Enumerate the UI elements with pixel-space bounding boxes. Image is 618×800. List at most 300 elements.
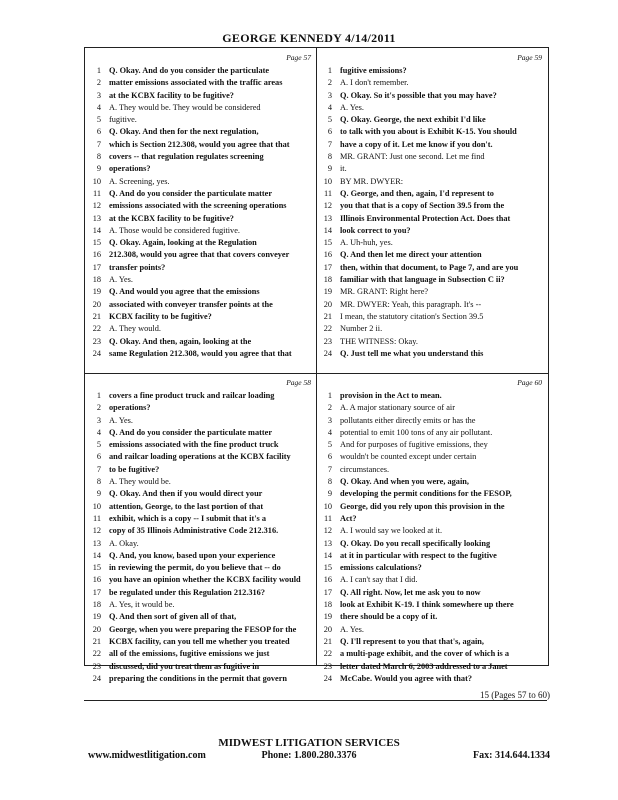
line-number: 1: [327, 391, 332, 400]
page-label: Page 57: [286, 53, 311, 62]
line-number: 13: [323, 213, 332, 223]
transcript-line: [87, 200, 313, 212]
line-number: 3: [327, 90, 332, 100]
line-number: 22: [323, 324, 332, 334]
line-number: 18: [92, 600, 101, 610]
transcript-line: [318, 427, 544, 439]
line-number: 6: [327, 452, 332, 462]
line-text: transfer points?: [109, 262, 166, 272]
transcript-line: [318, 114, 544, 126]
line-text: Q. Okay. Do you recall specifically looking: [340, 538, 491, 548]
line-text: operations?: [109, 403, 151, 413]
line-number: 9: [327, 164, 332, 174]
line-text: A. They would be.: [109, 477, 171, 487]
transcript-line: [318, 636, 544, 648]
line-text: fugitive.: [109, 115, 137, 125]
line-text: George, when you were preparing the FESOP for the: [109, 624, 297, 634]
transcript-line: [318, 311, 544, 323]
line-text: Q. And, you know, based upon your experience: [109, 550, 276, 560]
transcript-line: [318, 562, 544, 574]
website-link[interactable]: www.midwestlitigation.com: [88, 750, 206, 761]
line-text: matter emissions associated with the traffic areas: [109, 78, 283, 88]
transcript-line: [318, 587, 544, 599]
transcript-line: [87, 611, 313, 623]
transcript-line: [87, 673, 313, 685]
line-number: 7: [327, 464, 332, 474]
line-text: Q. And then sort of given all of that,: [109, 612, 237, 622]
line-text: emissions calculations?: [340, 563, 422, 573]
line-number: 17: [92, 587, 101, 597]
line-number: 23: [323, 661, 332, 671]
page-label: Page 60: [517, 378, 542, 387]
transcript-line: [87, 525, 313, 537]
line-number: 4: [96, 427, 101, 437]
transcript-line: [87, 77, 313, 89]
line-text: all of the emissions, fugitive emissions we just: [109, 649, 270, 659]
line-text: A. They would be. They would be considered: [109, 102, 261, 112]
transcript-lines: [318, 390, 544, 685]
line-number: 7: [96, 139, 101, 149]
line-text: attention, George, to the last portion of that: [109, 501, 264, 511]
line-text: have a copy of it. Let me know if you don't.: [340, 139, 493, 149]
column-divider: [316, 48, 317, 665]
line-number: 20: [92, 299, 101, 309]
line-text: A. I don't remember.: [340, 78, 409, 88]
transcript-line: [318, 200, 544, 212]
line-number: 18: [323, 275, 332, 285]
transcript-line: [87, 323, 313, 335]
transcript-line: [87, 402, 313, 414]
line-text: covers -- that regulation regulates screening: [109, 152, 264, 162]
line-number: 11: [93, 188, 101, 198]
transcript-line: [87, 513, 313, 525]
line-text: to be fugitive?: [109, 464, 160, 474]
line-text: covers a fine product truck and railcar loading: [109, 391, 275, 400]
line-text: Q. Okay. And then if you would direct your: [109, 489, 263, 499]
transcript-line: [318, 501, 544, 513]
line-number: 19: [323, 287, 332, 297]
footer-divider: [84, 700, 547, 701]
line-text: circumstances.: [340, 464, 390, 474]
document-header: GEORGE KENNEDY 4/14/2011: [222, 31, 396, 45]
line-text: associated with conveyer transfer points at the: [109, 299, 273, 309]
line-text: emissions associated with the screening operations: [109, 201, 287, 211]
transcript-line: [87, 139, 313, 151]
transcript-line: [318, 249, 544, 261]
line-text: 212.308, would you agree that that covers conveyer: [109, 250, 290, 260]
transcript-line: [318, 599, 544, 611]
line-text: KCBX facility to be fugitive?: [109, 311, 212, 321]
line-text: Q. George, and then, again, I'd represent to: [340, 188, 494, 198]
transcript-line: [318, 65, 544, 77]
line-text: developing the permit conditions for the FESOP,: [340, 489, 512, 499]
line-text: MR. GRANT: Right here?: [340, 287, 429, 297]
transcript-line: [318, 439, 544, 451]
transcript-line: [318, 286, 544, 298]
line-number: 19: [323, 612, 332, 622]
line-number: 10: [92, 501, 101, 511]
line-text: then, within that document, to Page 7, and are you: [340, 262, 519, 272]
line-number: 12: [323, 526, 332, 536]
page-label: Page 59: [517, 53, 542, 62]
transcript-line: [87, 501, 313, 513]
line-number: 10: [323, 501, 332, 511]
line-number: 20: [92, 624, 101, 634]
transcript-line: [318, 574, 544, 586]
transcript-line: [87, 262, 313, 274]
phone-number: Phone: 1.800.280.3376: [261, 750, 357, 761]
line-text: emissions associated with the fine product truck: [109, 440, 279, 450]
line-text: A. Screening, yes.: [109, 176, 170, 186]
transcript-line: [318, 323, 544, 335]
row-divider: [85, 373, 548, 374]
line-text: A. I would say we looked at it.: [340, 526, 443, 536]
line-number: 14: [92, 225, 101, 235]
line-number: 21: [323, 636, 332, 646]
line-number: 4: [327, 427, 332, 437]
line-number: 14: [92, 550, 101, 560]
transcript-line: [87, 636, 313, 648]
transcript-line: [87, 624, 313, 636]
line-text: A. Yes, it would be.: [109, 600, 175, 610]
line-number: 13: [92, 538, 101, 548]
transcript-line: [87, 126, 313, 138]
line-number: 5: [96, 440, 101, 450]
transcript-line: [318, 611, 544, 623]
transcript-line: [87, 213, 313, 225]
line-text: A. Those would be considered fugitive.: [109, 225, 240, 235]
line-text: a multi-page exhibit, and the cover of which is a: [340, 649, 510, 659]
transcript-line: [318, 126, 544, 138]
transcript-line: [87, 286, 313, 298]
transcript-line: [87, 415, 313, 427]
transcript-line: [87, 176, 313, 188]
line-text: letter dated March 6, 2003 addressed to a Janet: [340, 661, 508, 671]
transcript-line: [87, 151, 313, 163]
transcript-line: [87, 538, 313, 550]
line-text: preparing the conditions in the permit that govern: [109, 673, 287, 683]
line-number: 24: [323, 348, 332, 358]
line-text: A. I can't say that I did.: [340, 575, 418, 585]
line-text: pollutants either directly emits or has the: [340, 415, 476, 425]
line-text: Number 2 ii.: [340, 324, 383, 334]
line-number: 18: [92, 275, 101, 285]
transcript-line: [318, 538, 544, 550]
transcript-line: [318, 139, 544, 151]
company-name: MIDWEST LITIGATION SERVICES: [218, 737, 400, 749]
line-text: THE WITNESS: Okay.: [340, 336, 418, 346]
line-number: 22: [92, 324, 101, 334]
line-number: 14: [323, 225, 332, 235]
transcript-line: [318, 673, 544, 685]
transcript-line: [87, 90, 313, 102]
line-text: Illinois Environmental Protection Act. Does that: [340, 213, 511, 223]
line-number: 16: [323, 250, 332, 260]
transcript-line: [318, 488, 544, 500]
line-number: 3: [327, 415, 332, 425]
line-number: 8: [327, 152, 332, 162]
transcript-line: [87, 661, 313, 673]
transcript-line: [318, 163, 544, 175]
line-number: 5: [96, 115, 101, 125]
line-text: at the KCBX facility to be fugitive?: [109, 90, 234, 100]
transcript-line: [318, 648, 544, 660]
line-number: 8: [96, 477, 101, 487]
transcript-line: [318, 77, 544, 89]
line-text: Q. And then let me direct your attention: [340, 250, 482, 260]
transcript-line: [318, 213, 544, 225]
transcript-line: [87, 574, 313, 586]
line-text: KCBX facility, can you tell me whether you treated: [109, 636, 290, 646]
line-number: 12: [323, 201, 332, 211]
transcript-line: [318, 390, 544, 402]
line-text: Q. And do you consider the particulate matter: [109, 188, 273, 198]
line-number: 24: [323, 673, 332, 683]
line-number: 17: [323, 262, 332, 272]
line-number: 23: [323, 336, 332, 346]
line-number: 3: [96, 90, 101, 100]
line-number: 10: [323, 176, 332, 186]
transcript-line: [87, 188, 313, 200]
line-number: 22: [323, 649, 332, 659]
line-text: Q. Okay. And do you consider the particulate: [109, 66, 270, 75]
line-number: 18: [323, 600, 332, 610]
transcript-line: [87, 464, 313, 476]
line-text: Q. Okay. So it's possible that you may have?: [340, 90, 497, 100]
line-text: you have an opinion whether the KCBX facility would: [109, 575, 301, 585]
line-number: 2: [96, 78, 101, 88]
transcript-line: [87, 299, 313, 311]
page-range: 15 (Pages 57 to 60): [480, 690, 550, 700]
transcript-line: [87, 439, 313, 451]
line-text: Q. Okay. George, the next exhibit I'd like: [340, 115, 486, 125]
transcript-line: [318, 237, 544, 249]
transcript-line: [87, 476, 313, 488]
transcript-line: [87, 550, 313, 562]
line-text: look correct to you?: [340, 225, 411, 235]
line-text: A. Yes.: [109, 275, 133, 285]
transcript-line: [318, 176, 544, 188]
line-number: 1: [96, 391, 101, 400]
line-number: 1: [327, 66, 332, 75]
line-text: to talk with you about is Exhibit K-15. You should: [340, 127, 517, 137]
transcript-line: [318, 188, 544, 200]
transcript-line: [318, 661, 544, 673]
line-number: 15: [323, 238, 332, 248]
line-text: A. A major stationary source of air: [340, 403, 455, 413]
fax-number: Fax: 314.644.1334: [473, 750, 550, 761]
transcript-line: [318, 451, 544, 463]
line-text: BY MR. DWYER:: [340, 176, 404, 186]
line-number: 12: [92, 526, 101, 536]
transcript-line: [87, 562, 313, 574]
transcript-line: [87, 274, 313, 286]
line-number: 24: [92, 673, 101, 683]
line-text: George, did you rely upon this provision in the: [340, 501, 505, 511]
line-number: 13: [323, 538, 332, 548]
transcript-line: [87, 648, 313, 660]
line-number: 24: [92, 348, 101, 358]
line-number: 5: [327, 115, 332, 125]
line-number: 21: [92, 311, 101, 321]
line-number: 9: [327, 489, 332, 499]
line-text: McCabe. Would you agree with that?: [340, 673, 472, 683]
line-number: 16: [92, 250, 101, 260]
transcript-line: [87, 237, 313, 249]
line-number: 6: [327, 127, 332, 137]
line-text: which is Section 212.308, would you agree that that: [109, 139, 290, 149]
transcript-line: [318, 624, 544, 636]
transcript-line: [318, 348, 544, 360]
line-text: A. Uh-huh, yes.: [340, 238, 393, 248]
line-number: 2: [96, 403, 101, 413]
transcript-line: [87, 451, 313, 463]
line-text: discussed, did you treat them as fugitive in: [109, 661, 260, 671]
line-number: 2: [327, 403, 332, 413]
transcript-line: [87, 587, 313, 599]
line-number: 21: [323, 311, 332, 321]
line-number: 9: [96, 164, 101, 174]
transcript-line: [318, 336, 544, 348]
line-text: it.: [340, 164, 347, 174]
line-number: 3: [96, 415, 101, 425]
line-text: Act?: [340, 513, 357, 523]
line-text: copy of 35 Illinois Administrative Code 212.316.: [109, 526, 279, 536]
line-text: MR. GRANT: Just one second. Let me find: [340, 152, 485, 162]
line-number: 2: [327, 78, 332, 88]
line-text: A. Yes.: [340, 102, 364, 112]
line-number: 9: [96, 489, 101, 499]
transcript-line: [87, 114, 313, 126]
transcript-line: [318, 274, 544, 286]
transcript-line: [318, 476, 544, 488]
line-number: 19: [92, 612, 101, 622]
line-number: 15: [92, 238, 101, 248]
line-text: potential to emit 100 tons of any air pollutant.: [340, 427, 493, 437]
line-number: 4: [96, 102, 101, 112]
line-text: in reviewing the permit, do you believe that -- do: [109, 563, 281, 573]
line-number: 16: [92, 575, 101, 585]
line-text: you that that is a copy of Section 39.5 from the: [340, 201, 505, 211]
line-number: 17: [92, 262, 101, 272]
line-text: familiar with that language in Subsection C ii?: [340, 275, 505, 285]
line-text: A. Yes.: [109, 415, 133, 425]
line-text: at it in particular with respect to the fugitive: [340, 550, 497, 560]
line-text: Q. I'll represent to you that that's, again,: [340, 636, 484, 646]
line-number: 7: [327, 139, 332, 149]
line-text: Q. Okay. And then for the next regulation,: [109, 127, 259, 137]
transcript-line: [318, 151, 544, 163]
line-number: 7: [96, 464, 101, 474]
line-text: A. Yes.: [340, 624, 364, 634]
line-number: 15: [323, 563, 332, 573]
transcript-line: [87, 390, 313, 402]
line-number: 23: [92, 661, 101, 671]
transcript-line: [318, 525, 544, 537]
transcript-line: [318, 102, 544, 114]
line-text: And for purposes of fugitive emissions, they: [340, 440, 488, 450]
line-text: same Regulation 212.308, would you agree that that: [109, 348, 292, 358]
line-number: 6: [96, 127, 101, 137]
transcript-lines: [318, 65, 544, 360]
line-number: 5: [327, 440, 332, 450]
line-text: Q. Okay. And then, again, looking at the: [109, 336, 252, 346]
transcript-line: [87, 102, 313, 114]
line-text: A. They would.: [109, 324, 161, 334]
line-number: 12: [92, 201, 101, 211]
transcript-lines: [87, 390, 313, 685]
transcript-line: [318, 550, 544, 562]
line-number: 11: [324, 188, 332, 198]
line-text: Q. And do you consider the particulate matter: [109, 427, 273, 437]
line-number: 1: [96, 66, 101, 75]
line-number: 16: [323, 575, 332, 585]
transcript-line: [318, 90, 544, 102]
line-number: 11: [324, 513, 332, 523]
transcript-line: [318, 262, 544, 274]
transcript-line: [87, 249, 313, 261]
line-text: Q. Just tell me what you understand this: [340, 348, 484, 358]
line-text: Q. All right. Now, let me ask you to now: [340, 587, 481, 597]
line-number: 14: [323, 550, 332, 560]
transcript-line: [87, 599, 313, 611]
line-number: 13: [92, 213, 101, 223]
line-text: Q. Okay. Again, looking at the Regulation: [109, 238, 257, 248]
transcript-line: [87, 311, 313, 323]
line-text: operations?: [109, 164, 151, 174]
line-number: 20: [323, 299, 332, 309]
line-text: Q. Okay. And when you were, again,: [340, 477, 469, 487]
line-text: look at Exhibit K-19. I think somewhere up there: [340, 600, 514, 610]
line-text: fugitive emissions?: [340, 66, 407, 75]
line-number: 15: [92, 563, 101, 573]
line-text: be regulated under this Regulation 212.316?: [109, 587, 265, 597]
transcript-line: [87, 427, 313, 439]
line-text: Q. And would you agree that the emissions: [109, 287, 260, 297]
transcript-line: [87, 163, 313, 175]
line-number: 19: [92, 287, 101, 297]
line-number: 22: [92, 649, 101, 659]
transcript-line: [318, 402, 544, 414]
transcript-line: [87, 348, 313, 360]
transcript-lines: [87, 65, 313, 360]
line-number: 21: [92, 636, 101, 646]
page-label: Page 58: [286, 378, 311, 387]
transcript-line: [87, 488, 313, 500]
transcript-line: [87, 336, 313, 348]
line-number: 6: [96, 452, 101, 462]
line-number: 20: [323, 624, 332, 634]
transcript-line: [318, 513, 544, 525]
line-number: 11: [93, 513, 101, 523]
line-text: there should be a copy of it.: [340, 612, 438, 622]
line-text: and railcar loading operations at the KCBX facility: [109, 452, 291, 462]
line-number: 4: [327, 102, 332, 112]
line-text: exhibit, which is a copy -- I submit that it's a: [109, 513, 266, 523]
transcript-line: [87, 65, 313, 77]
transcript-line: [87, 225, 313, 237]
line-text: at the KCBX facility to be fugitive?: [109, 213, 234, 223]
transcript-line: [318, 464, 544, 476]
line-text: A. Okay.: [109, 538, 139, 548]
line-text: wouldn't be counted except under certain: [340, 452, 477, 462]
line-text: provision in the Act to mean.: [340, 391, 442, 400]
line-text: I mean, the statutory citation's Section 39.5: [340, 311, 484, 321]
line-number: 10: [92, 176, 101, 186]
line-text: MR. DWYER: Yeah, this paragraph. It's --: [340, 299, 482, 309]
transcript-line: [318, 299, 544, 311]
line-number: 8: [327, 477, 332, 487]
